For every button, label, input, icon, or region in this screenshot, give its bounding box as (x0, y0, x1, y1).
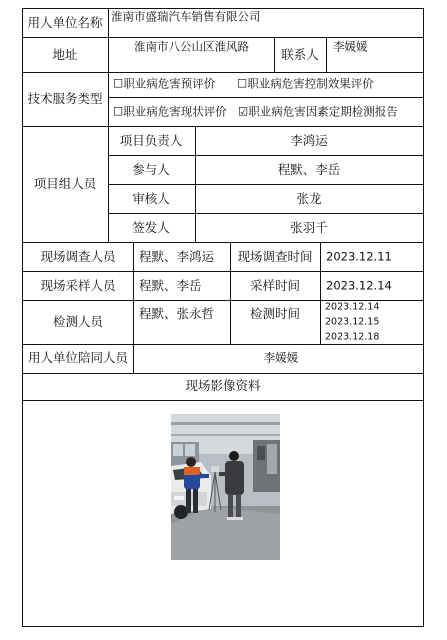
service-option-status-evaluation[interactable] (113, 106, 227, 118)
service-option-label: 职业病危害现状评价 (123, 104, 227, 119)
survey-time-label: 现场调查时间 (237, 248, 313, 264)
survey-time-value: 2023.12.11 (326, 249, 392, 264)
team-role: 审核人 (132, 190, 170, 206)
row-divider (22, 400, 424, 401)
photo-section-title: 现场影像资料 (185, 377, 261, 393)
col-divider (195, 126, 196, 243)
row-divider (22, 271, 424, 272)
address-label: 地址 (52, 46, 78, 62)
sampling-staff-label: 现场采样人员 (40, 277, 116, 293)
team-name: 程默、李岳 (277, 161, 341, 177)
checkbox-unchecked-icon[interactable]: ☐ (113, 76, 124, 91)
row-divider (108, 184, 424, 185)
team-role: 参与人 (132, 161, 170, 177)
col-divider (230, 242, 231, 345)
row-divider (22, 344, 424, 345)
row-divider (108, 155, 424, 156)
testing-staff-value: 程默、张永哲 (139, 305, 215, 321)
team-name: 李鸿运 (290, 132, 328, 148)
testing-date: 2023.12.18 (325, 331, 380, 343)
sampling-staff-value: 程默、李岳 (139, 277, 202, 293)
service-option-label: 职业病危害因素定期检测报告 (248, 104, 398, 119)
service-option-pre-evaluation[interactable] (113, 78, 215, 90)
table-border-bottom (22, 626, 424, 627)
sampling-time-value: 2023.12.14 (326, 278, 392, 293)
service-option-periodic-testing[interactable] (238, 106, 398, 118)
row-divider (22, 242, 424, 243)
sampling-time-label: 采样时间 (249, 277, 301, 293)
col-divider (320, 242, 321, 345)
service-option-label: 职业病危害控制效果评价 (247, 76, 374, 91)
row-divider (22, 126, 424, 127)
row-divider (22, 72, 424, 73)
team-role: 签发人 (132, 219, 170, 235)
survey-staff-label: 现场调查人员 (40, 248, 116, 264)
row-divider (108, 213, 424, 214)
row-divider (108, 97, 424, 98)
contact-label: 联系人 (281, 46, 319, 62)
escort-label: 用人单位陪同人员 (27, 349, 129, 365)
team-role: 项目负责人 (119, 132, 183, 148)
team-name: 张羽千 (290, 219, 328, 235)
employer-label: 用人单位名称 (27, 14, 103, 30)
contact-value: 李媛媛 (333, 39, 368, 54)
checkbox-checked-icon[interactable]: ☑ (238, 104, 249, 119)
escort-value: 李媛媛 (263, 350, 299, 365)
site-photo (171, 414, 280, 560)
table-border-right (423, 8, 424, 627)
service-option-control-evaluation[interactable] (237, 78, 374, 90)
testing-date: 2023.12.14 (325, 301, 380, 313)
col-divider (326, 37, 327, 73)
address-value: 淮南市八公山区淮风路 (134, 39, 249, 54)
service-option-label: 职业病危害预评价 (123, 76, 216, 91)
checkbox-unchecked-icon[interactable]: ☐ (237, 76, 248, 91)
service-type-label: 技术服务类型 (27, 90, 103, 106)
testing-date: 2023.12.15 (325, 316, 380, 328)
row-divider (22, 37, 424, 38)
team-label: 项目组人员 (33, 175, 97, 191)
testing-staff-label: 检测人员 (52, 313, 104, 329)
col-divider (133, 242, 134, 374)
col-divider (274, 37, 275, 73)
team-name: 张龙 (296, 190, 322, 206)
row-divider (22, 373, 424, 374)
col-divider (108, 8, 109, 243)
checkbox-unchecked-icon[interactable]: ☐ (113, 104, 124, 119)
employer-value: 淮南市盛瑞汽车销售有限公司 (111, 9, 261, 24)
table-border-left (22, 8, 23, 627)
survey-staff-value: 程默、李鸿运 (139, 248, 215, 264)
testing-time-label: 检测时间 (249, 305, 301, 321)
